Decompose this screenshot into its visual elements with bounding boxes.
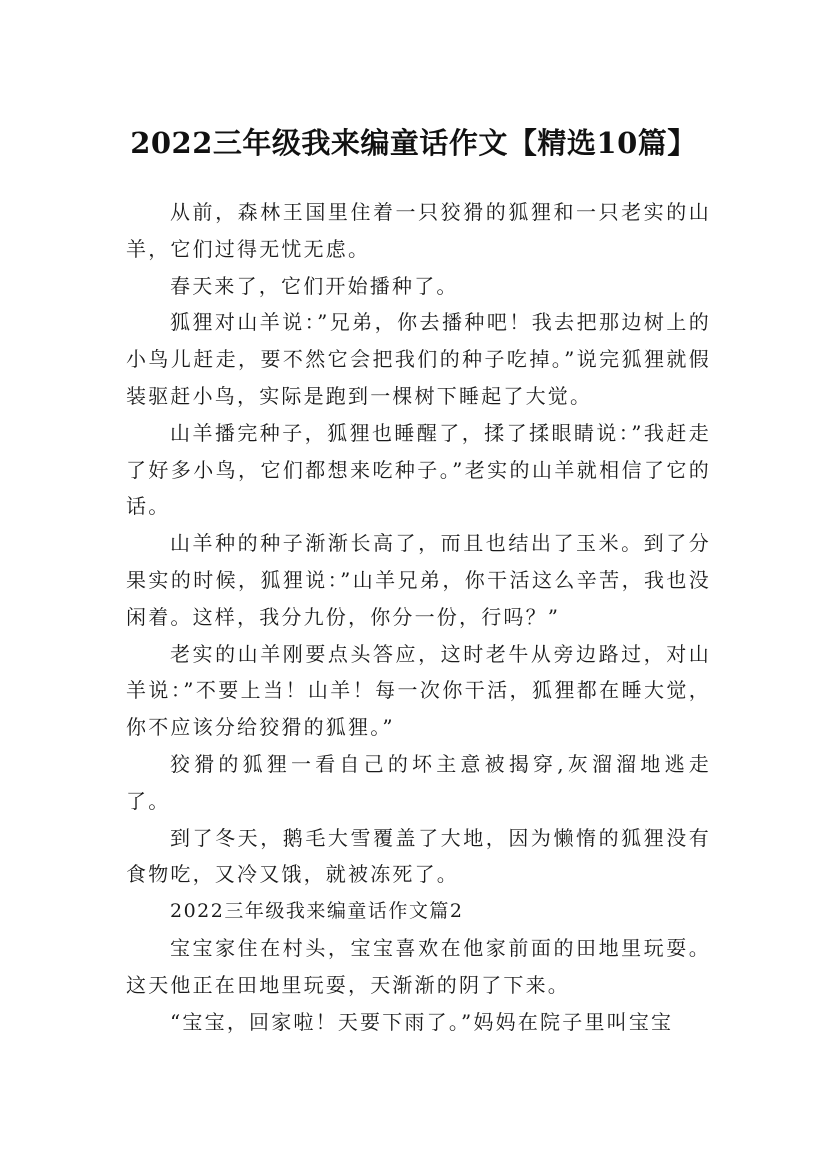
document-body [126, 194, 711, 1040]
paragraph: 春天来了，它们开始播种了。 [170, 273, 459, 298]
paragraph: 山羊种的种子渐渐长高了，而且也结出了玉米。到了分果实的时候，狐狸说：”山羊兄弟，你干活这么辛苦，我也没闲着。这样，我分九份，你分一份，行吗？” [126, 531, 711, 629]
paragraph: 狡猾的狐狸一看自己的坏主意被揭穿,灰溜溜地逃走了。 [126, 751, 711, 813]
paragraph: 宝宝家住在村头，宝宝喜欢在他家前面的田地里玩耍。这天他正在田地里玩耍，天渐渐的阴了下来。 [126, 935, 711, 997]
paragraph: 从前，森林王国里住着一只狡猾的狐狸和一只老实的山羊，它们过得无忧无虑。 [126, 200, 711, 261]
paragraph: “宝宝，回家啦！天要下雨了。”妈妈在院子里叫宝宝 [170, 1009, 674, 1034]
paragraph: 狐狸对山羊说：”兄弟，你去播种吧！我去把那边树上的小鸟儿赶走，要不然它会把我们的种子吃掉。”说完狐狸就假装驱赶小鸟，实际是跑到一棵树下睡起了大觉。 [126, 310, 711, 408]
paragraph: 山羊播完种子，狐狸也睡醒了，揉了揉眼睛说：”我赶走了好多小鸟，它们都想来吃种子。”老实的山羊就相信了它的话。 [126, 420, 711, 519]
document-title: 2022三年级我来编童话作文【精选10篇】 [130, 126, 697, 161]
section-heading: 2022三年级我来编童话作文篇2 [170, 900, 464, 923]
paragraph: 老实的山羊刚要点头答应，这时老牛从旁边路过，对山羊说：”不要上当！山羊！每一次你干活，狐狸都在睡大觉，你不应该分给狡猾的狐狸。” [126, 641, 711, 740]
paragraph: 到了冬天，鹅毛大雪覆盖了大地，因为懒惰的狐狸没有食物吃，又冷又饿，就被冻死了。 [126, 825, 711, 887]
